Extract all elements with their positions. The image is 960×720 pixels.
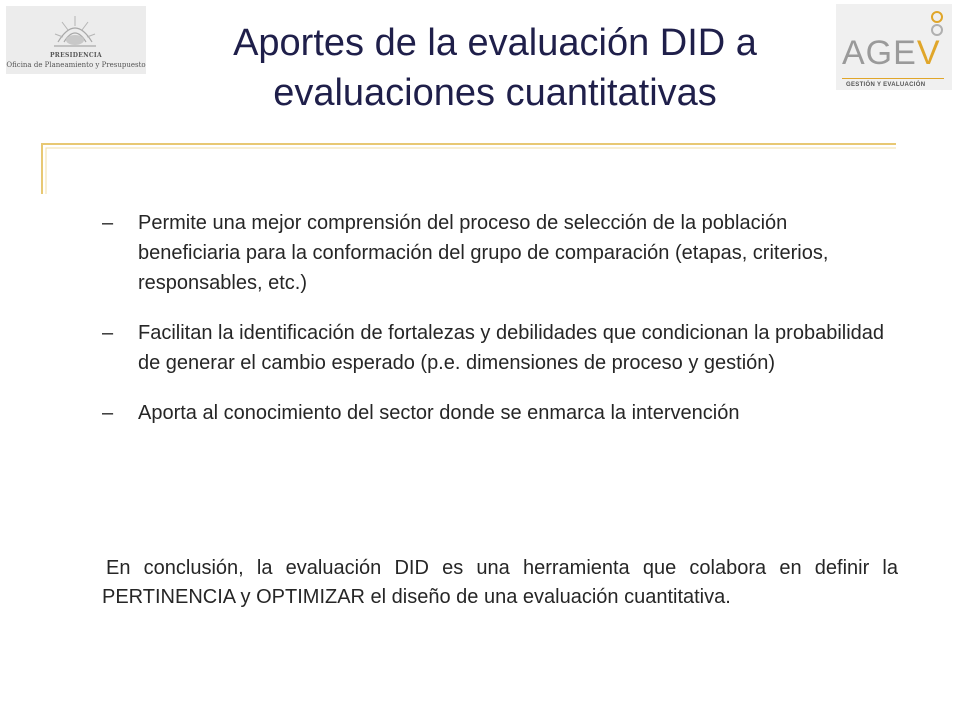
agev-tagline: GESTIÓN Y EVALUACIÓN [846, 82, 926, 88]
bullet-item [102, 208, 892, 298]
sun-seal-icon [50, 12, 100, 52]
agev-divider [842, 78, 944, 79]
title-underline-bracket [40, 140, 896, 194]
slide-title [170, 18, 820, 118]
presidencia-logo [6, 6, 146, 74]
bullet-dash: – [102, 322, 114, 344]
bullet-item [102, 318, 892, 378]
bullet-item [102, 398, 892, 428]
bullet-text: Facilitan la identificación de fortalezas y debilidades que condicionan la probabilidad de generar el cambio esperado (p.e. dimensiones de proceso y gestión) [138, 322, 885, 374]
logo-line-presidencia: PRESIDENCIA [49, 52, 102, 59]
conclusion-text: En conclusión, la evaluación DID es una herramienta que colabora en definir la PERTINENCIA y OPTIMIZAR el diseño de una evaluación cuantitativa. [102, 557, 898, 608]
bullet-dash: – [102, 402, 114, 424]
agev-brand [842, 34, 941, 73]
agev-brand-prefix: AGE [842, 34, 917, 72]
agev-logo [836, 4, 952, 90]
slide-title-line2: evaluaciones cuantitativas [273, 72, 717, 114]
agev-brand-suffix: V [916, 34, 941, 72]
bullet-list [102, 208, 892, 448]
conclusion-paragraph [102, 554, 898, 612]
slide-title-line1: Aportes de la evaluación DID a [233, 22, 757, 64]
bullet-dash: – [102, 212, 114, 234]
logo-line-oficina: Oficina de Planeamiento y Presupuesto [6, 61, 146, 69]
bullet-text: Permite una mejor comprensión del proceso de selección de la población beneficiaria para la conformación del grupo de comparación (etapas, criterios, responsables, etc.) [138, 212, 829, 294]
bullet-text: Aporta al conocimiento del sector donde se enmarca la intervención [138, 402, 740, 424]
